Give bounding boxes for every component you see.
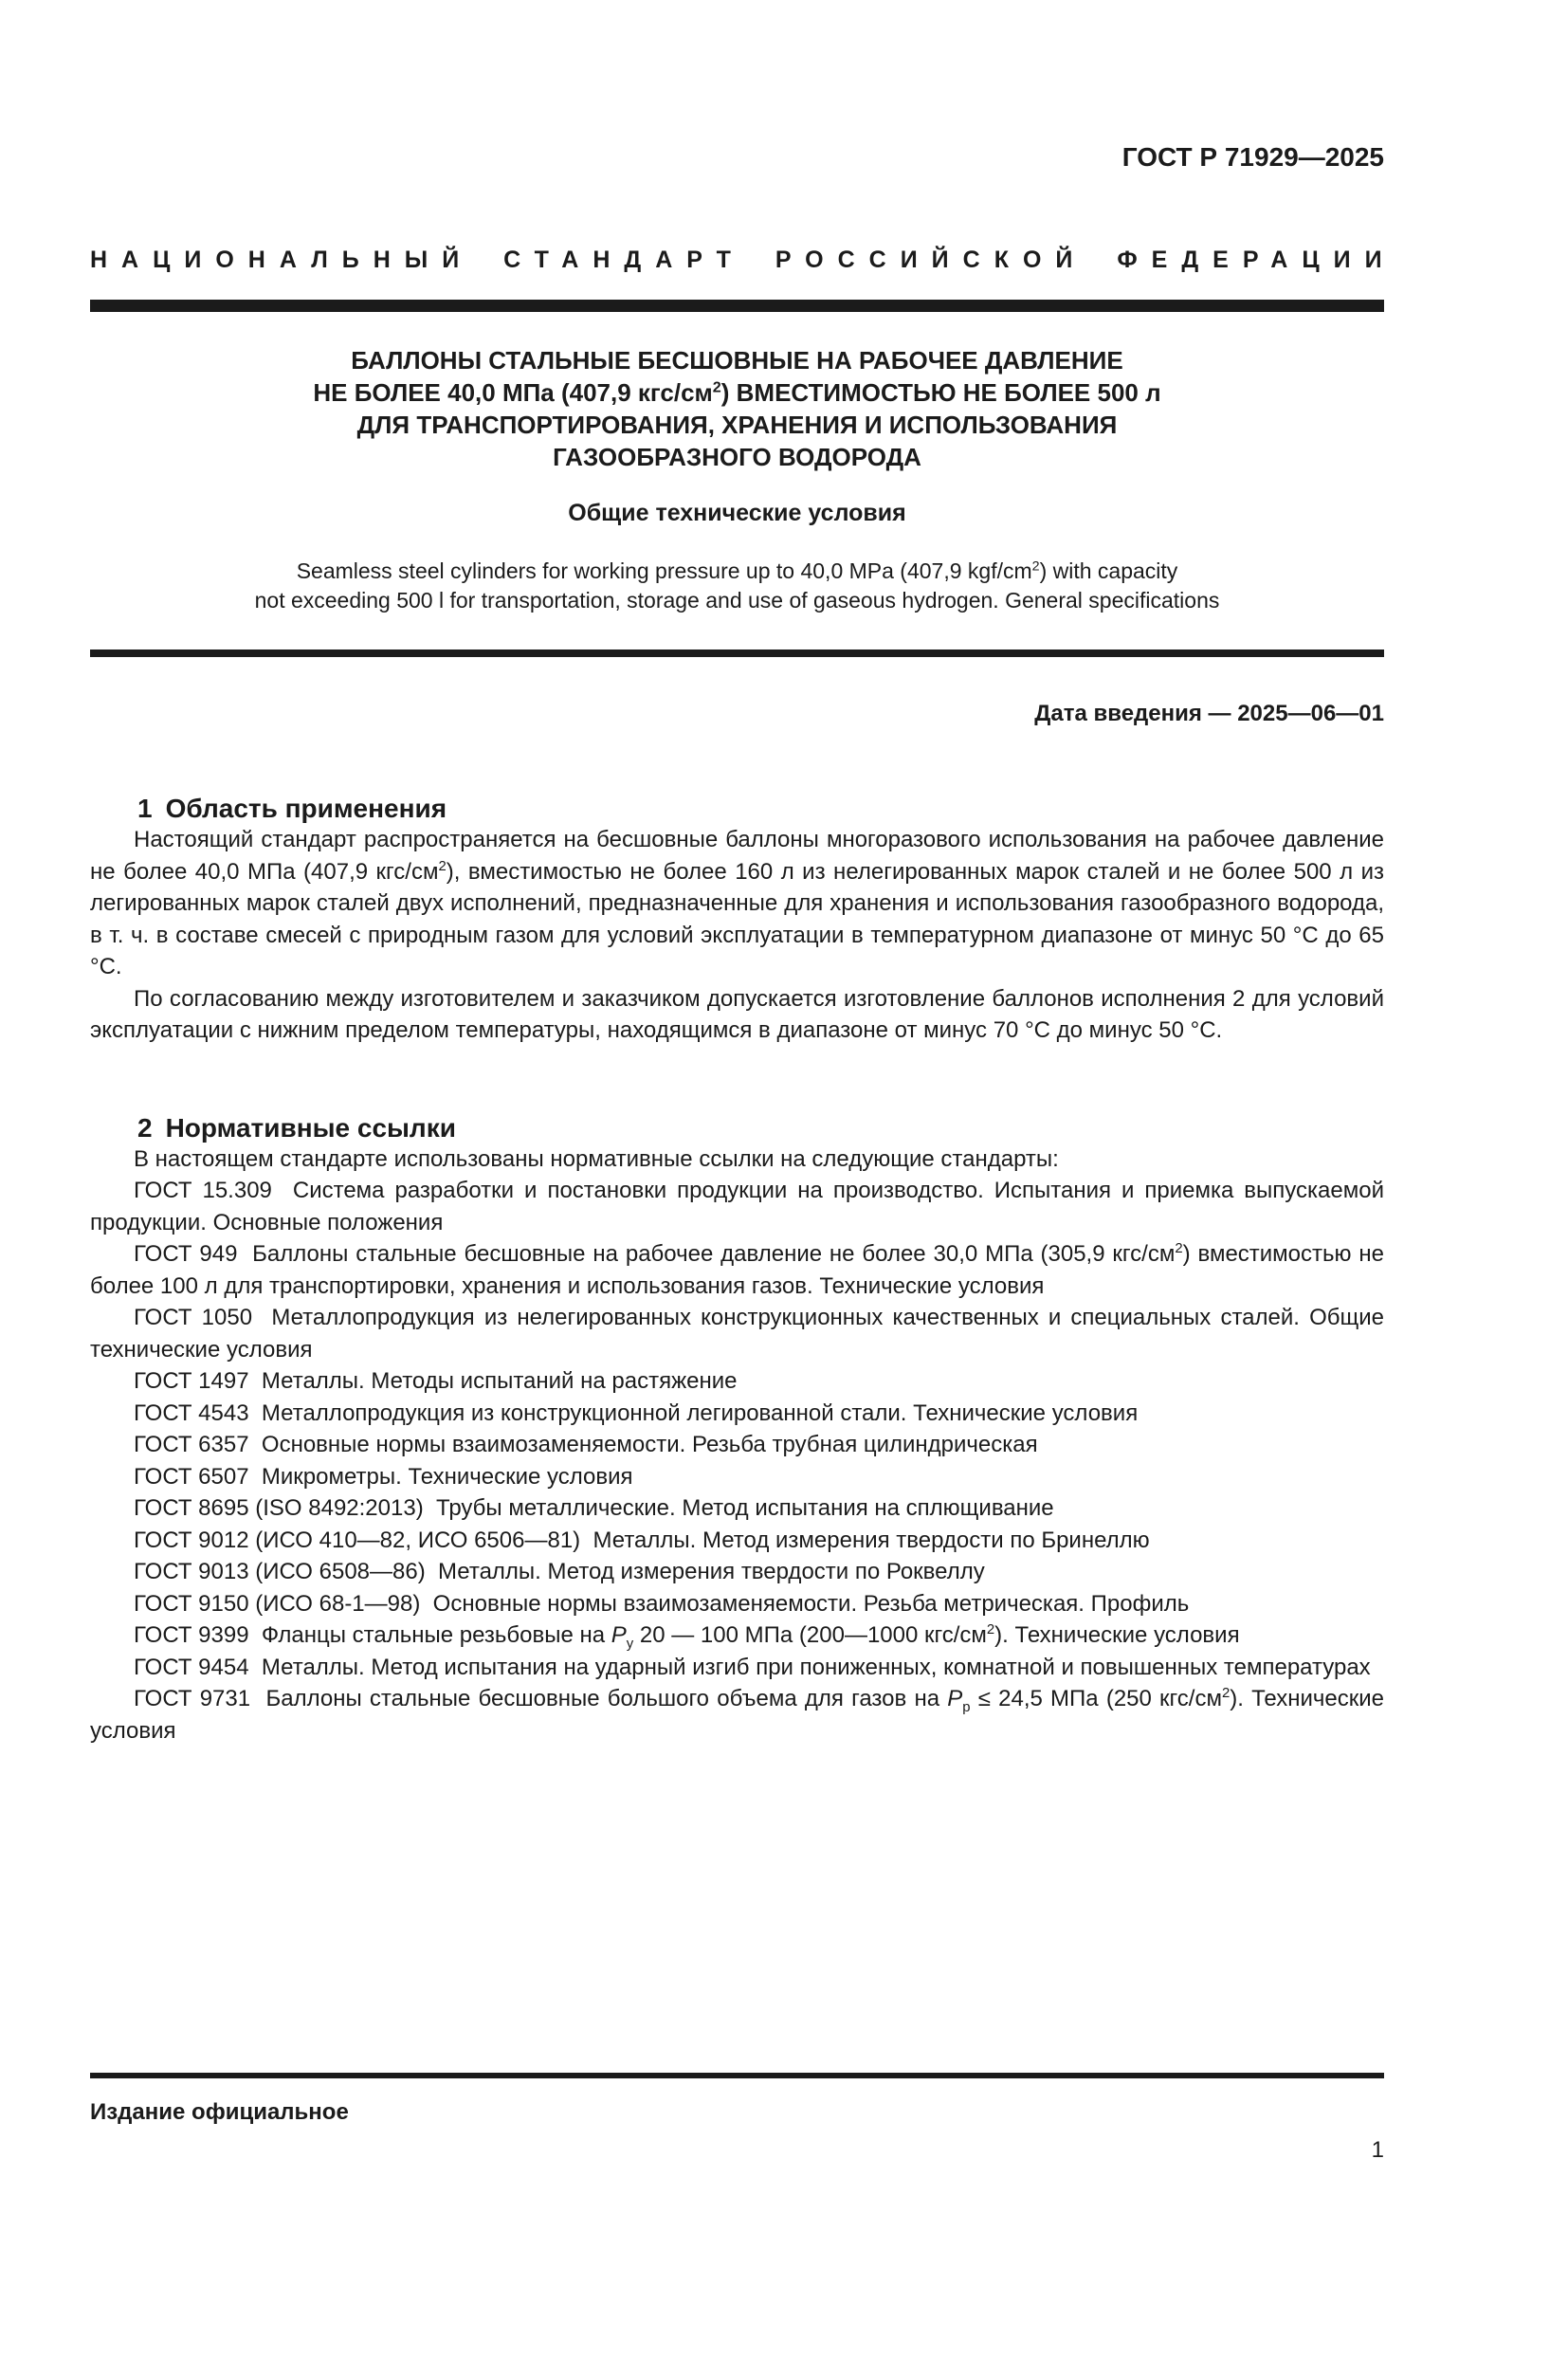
references-intro: В настоящем стандарте использованы нормативные ссылки на следующие стандарты: — [134, 1145, 1059, 1172]
page-number: 1 — [1371, 2137, 1384, 2163]
section-2-body — [90, 1143, 1384, 1747]
standard-title-line-2: НЕ БОЛЕЕ 40,0 МПа (407,9 кгс/$см^2$) ВМЕСТИМОСТЬЮ НЕ БОЛЕЕ 500 л — [313, 378, 1161, 407]
reference-item: ГОСТ 6507 Микрометры. Технические условия — [134, 1463, 633, 1490]
national-standard-banner: НАЦИОНАЛЬНЫЙ СТАНДАРТ РОССИЙСКОЙ ФЕДЕРАЦИИ — [90, 247, 1396, 273]
effective-date: Дата введения — 2025—06—01 — [1034, 701, 1384, 726]
footer-rule — [90, 2073, 1384, 2078]
reference-item: ГОСТ 1050 Металлопродукция из нелегированных конструкционных качественных и специальных сталей. Общие технические условия — [90, 1305, 1384, 1363]
reference-item: ГОСТ 9731 Баллоны стальные бесшовные большого объема для газов на $Р_р \le 24,5$ МПа (250 кгс/$см^2$). Технические условия — [90, 1686, 1385, 1744]
reference-item: ГОСТ 15.309 Система разработки и постановки продукции на производство. Испытания и приемка выпускаемой продукции. Основные положения — [90, 1178, 1384, 1235]
standard-title-line-1: БАЛЛОНЫ СТАЛЬНЫЕ БЕСШОВНЫЕ НА РАБОЧЕЕ ДАВЛЕНИЕ — [351, 346, 1123, 375]
section-1-body — [90, 824, 1384, 1047]
reference-item: ГОСТ 9012 (ИСО 410—82, ИСО 6506—81) Металлы. Метод измерения твердости по Бринеллю — [134, 1527, 1150, 1553]
reference-item: ГОСТ 9150 (ИСО 68-1—98) Основные нормы взаимозаменяемости. Резьба метрическая. Профиль — [134, 1590, 1190, 1617]
section-2-title: Нормативные ссылки — [165, 1112, 456, 1143]
page-footer — [90, 2073, 1384, 2164]
section-1-number: 1 — [137, 794, 153, 823]
english-title — [90, 557, 1384, 615]
official-edition-label: Издание официальное — [90, 2099, 349, 2125]
standard-title-line-3: ДЛЯ ТРАНСПОРТИРОВАНИЯ, ХРАНЕНИЯ И ИСПОЛЬЗОВАНИЯ — [356, 411, 1118, 439]
section-2-number: 2 — [137, 1112, 153, 1143]
reference-item: ГОСТ 9399 Фланцы стальные резьбовые на $Р_у$ 20 — 100 МПа (200—1000 кгс/$см^2$). Технические условия — [134, 1622, 1240, 1652]
scope-paragraph: Настоящий стандарт распространяется на бесшовные баллоны многоразового использования на рабочее давление не более 40,0 МПа (407,9 кгс/$см^2$), вместимостью не более 160 л из нелегированных марок сталей и не более 500 л из легированных марок сталей двух исполнений, предназначенные для хранения и использования газообразного водорода, в т. ч. в составе смесей с природным газом для условий эксплуатации в температурном диапазоне от минус 50 °С до 65 °С. — [90, 827, 1384, 979]
scope-paragraph: По согласованию между изготовителем и заказчиком допускается изготовление баллонов исполнения 2 для условий эксплуатации с нижним пределом температуры, находящимся в диапазоне от минус 70 °С до минус 50 °С. — [90, 985, 1384, 1043]
reference-item: ГОСТ 4543 Металлопродукция из конструкционной легированной стали. Технические условия — [134, 1400, 1139, 1426]
section-1-heading — [90, 794, 1384, 824]
document-code: ГОСТ Р 71929—2025 — [1121, 142, 1384, 172]
standard-title-line-4: ГАЗООБРАЗНОГО ВОДОРОДА — [553, 443, 921, 471]
reference-item: ГОСТ 949 Баллоны стальные бесшовные на рабочее давление не более 30,0 МПа (305,9 кгс/$см^2$) вместимостью не более 100 л для транспортировки, хранения и использования газов. Технические условия — [90, 1241, 1384, 1299]
reference-item: ГОСТ 1497 Металлы. Методы испытаний на растяжение — [134, 1368, 738, 1394]
reference-item: ГОСТ 9013 (ИСО 6508—86) Металлы. Метод измерения твердости по Роквеллу — [134, 1559, 985, 1584]
document-page — [0, 142, 1568, 2360]
english-title-line-1: Seamless steel cylinders for working pressure up to 40,0 MPa (407,9 kgf/$cm^2$) with capacity — [296, 558, 1178, 583]
reference-item: ГОСТ 6357 Основные нормы взаимозаменяемости. Резьба трубная цилиндрическая — [134, 1432, 1038, 1457]
reference-item: ГОСТ 9454 Металлы. Метод испытания на ударный изгиб при пониженных, комнатной и повышенных температурах — [134, 1654, 1371, 1680]
standard-title — [90, 344, 1384, 473]
section-2-heading — [90, 1113, 1384, 1143]
section-1-title: Область применения — [165, 794, 447, 823]
header-rule — [90, 300, 1384, 312]
english-title-line-2: not exceeding 500 l for transportation, storage and use of gaseous hydrogen. General specifications — [254, 588, 1220, 613]
reference-item: ГОСТ 8695 (ISO 8492:2013) Трубы металлические. Метод испытания на сплющивание — [134, 1495, 1054, 1521]
title-rule — [90, 649, 1384, 657]
standard-subtitle: Общие технические условия — [568, 500, 906, 526]
